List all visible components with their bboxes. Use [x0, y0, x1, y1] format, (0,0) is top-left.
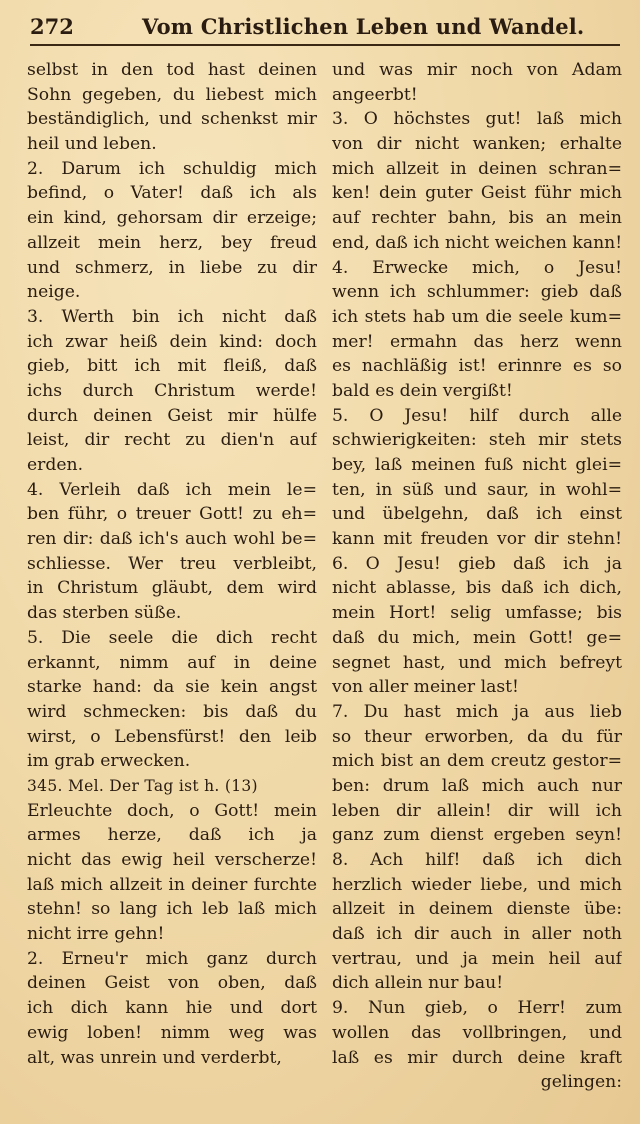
text-line: 3. O höchstes gut! laß mich — [332, 109, 622, 130]
text-line: 3. Werth bin ich nicht daß — [27, 306, 317, 327]
text-line: allzeit mein herz, bey freud — [27, 232, 317, 253]
text-line: Sohn gegeben, du liebest mich — [27, 84, 317, 105]
text-line: schwierigkeiten: steh mir stets — [332, 430, 622, 451]
text-line: laß es mir durch deine kraft — [332, 1047, 622, 1068]
text-line: end, daß ich nicht weichen kann! — [332, 232, 622, 253]
text-line: im grab erwecken. — [27, 751, 191, 772]
text-line: allzeit in deinem dienste übe: — [332, 899, 622, 920]
text-line: heil und leben. — [27, 134, 157, 155]
text-line: beständiglich, und schenkst mir — [27, 109, 317, 130]
text-line: nicht das ewig heil verscherze! — [27, 850, 317, 870]
text-line: starke hand: da sie kein angst — [27, 677, 317, 698]
text-line: mein Hort! selig umfasse; bis — [332, 603, 622, 624]
text-line: ich stets hab um die seele kum= — [332, 306, 622, 327]
text-line: erkannt, nimm auf in deine — [27, 652, 317, 673]
text-line: gieb, bitt ich mit fleiß, daß — [27, 356, 317, 377]
text-line: deinen Geist von oben, daß — [27, 973, 317, 994]
text-line: von aller meiner last! — [332, 677, 519, 698]
text-line: dich allein nur bau! — [332, 973, 504, 994]
text-line: ganz zum dienst ergeben seyn! — [332, 825, 622, 846]
text-line: ben führ, o treuer Gott! zu eh= — [27, 504, 317, 525]
text-line: 4. Erwecke mich, o Jesu! — [332, 257, 622, 278]
text-line: ren dir: daß ich's auch wohl be= — [27, 529, 317, 550]
text-line: von dir nicht wanken; erhalte — [332, 134, 622, 155]
text-line: ken! dein guter Geist führ mich — [332, 183, 622, 204]
text-line: ein kind, gehorsam dir erzeige; — [27, 208, 317, 229]
text-line: bald es dein vergißt! — [332, 380, 513, 401]
running-title: Vom Christlichen Leben und Wandel. — [142, 14, 585, 39]
text-line: armes herze, daß ich ja — [27, 825, 317, 846]
text-line: mich bist an dem creutz gestor= — [332, 751, 622, 772]
text-line: schliesse. Wer treu verbleibt, — [27, 553, 317, 574]
text-line: 2. Darum ich schuldig mich — [27, 158, 317, 179]
text-line: ichs durch Christum werde! — [27, 380, 317, 401]
text-line: das sterben süße. — [27, 603, 182, 624]
text-line: ich zwar heiß dein kind: doch — [27, 331, 317, 352]
text-line: 9. Nun gieb, o Herr! zum — [332, 998, 622, 1019]
text-line: und übelgehn, daß ich einst — [332, 504, 622, 525]
text-line: bey, laß meinen fuß nicht glei= — [332, 455, 622, 475]
text-line: und schmerz, in liebe zu dir — [27, 257, 317, 278]
text-line: angeerbt! — [332, 84, 418, 105]
text-line: herzlich wieder liebe, und mich — [332, 874, 622, 895]
text-line: ich dich kann hie und dort — [27, 998, 317, 1019]
text-line: stehn! so lang ich leb laß mich — [27, 899, 317, 920]
text-line: alt, was unrein und verderbt, — [27, 1047, 282, 1068]
text-line: 8. Ach hilf! daß ich dich — [332, 850, 622, 870]
text-line: 2. Erneu'r mich ganz durch — [27, 948, 317, 969]
text-line: so theur erworben, da du für — [332, 726, 622, 747]
text-line: wollen das vollbringen, und — [332, 1022, 622, 1043]
text-line: segnet hast, und mich befreyt — [332, 652, 622, 673]
text-line: vertrau, und ja mein heil auf — [332, 948, 622, 969]
text-line: durch deinen Geist mir hülfe — [27, 405, 317, 426]
page-header — [30, 10, 620, 46]
text-line: leben dir allein! dir will ich — [332, 800, 622, 821]
text-line: mer! ermahn das herz wenn — [332, 331, 622, 352]
left-text-column — [27, 58, 317, 1070]
text-line: ewig loben! nimm weg was — [27, 1022, 317, 1043]
text-line: wenn ich schlummer: gieb daß — [332, 282, 622, 303]
text-line: wird schmecken: bis daß du — [27, 701, 317, 722]
text-line: wirst, o Lebensfürst! den leib — [27, 726, 317, 747]
text-line: und was mir noch von Adam — [332, 60, 622, 80]
hymn-heading: 345. Mel. Der Tag ist h. (13) — [27, 776, 258, 795]
text-line: es nachläßig ist! erinnre es so — [332, 356, 622, 377]
text-line: in Christum gläubt, dem wird — [27, 578, 317, 599]
text-line: selbst in den tod hast deinen — [27, 60, 317, 80]
text-line: 5. O Jesu! hilf durch alle — [332, 405, 622, 426]
text-line: erden. — [27, 455, 84, 475]
text-line: laß mich allzeit in deiner furchte — [27, 874, 317, 895]
text-line: befind, o Vater! daß ich als — [27, 183, 317, 204]
text-line: gelingen: — [540, 1072, 622, 1093]
text-line: auf rechter bahn, bis an mein — [332, 208, 622, 229]
text-line: daß ich dir auch in aller noth — [332, 924, 622, 945]
text-line: 6. O Jesu! gieb daß ich ja — [332, 553, 622, 574]
text-line: ben: drum laß mich auch nur — [332, 775, 622, 796]
text-line: nicht ablasse, bis daß ich dich, — [332, 578, 622, 599]
text-line: kann mit freuden vor dir stehn! — [332, 529, 622, 550]
text-line: leist, dir recht zu dien'n auf — [27, 430, 317, 451]
right-text-column — [332, 58, 622, 1095]
text-line: 7. Du hast mich ja aus lieb — [332, 701, 622, 722]
text-line: daß du mich, mein Gott! ge= — [332, 627, 622, 648]
text-line: 4. Verleih daß ich mein le= — [27, 479, 317, 500]
text-line: Erleuchte doch, o Gott! mein — [27, 800, 317, 821]
page-number: 272 — [30, 14, 74, 39]
text-line: ten, in süß und saur, in wohl= — [332, 479, 622, 500]
text-line: 5. Die seele die dich recht — [27, 627, 317, 648]
text-line: neige. — [27, 282, 81, 303]
text-line: mich allzeit in deinen schran= — [332, 158, 622, 179]
text-line: nicht irre gehn! — [27, 924, 165, 945]
